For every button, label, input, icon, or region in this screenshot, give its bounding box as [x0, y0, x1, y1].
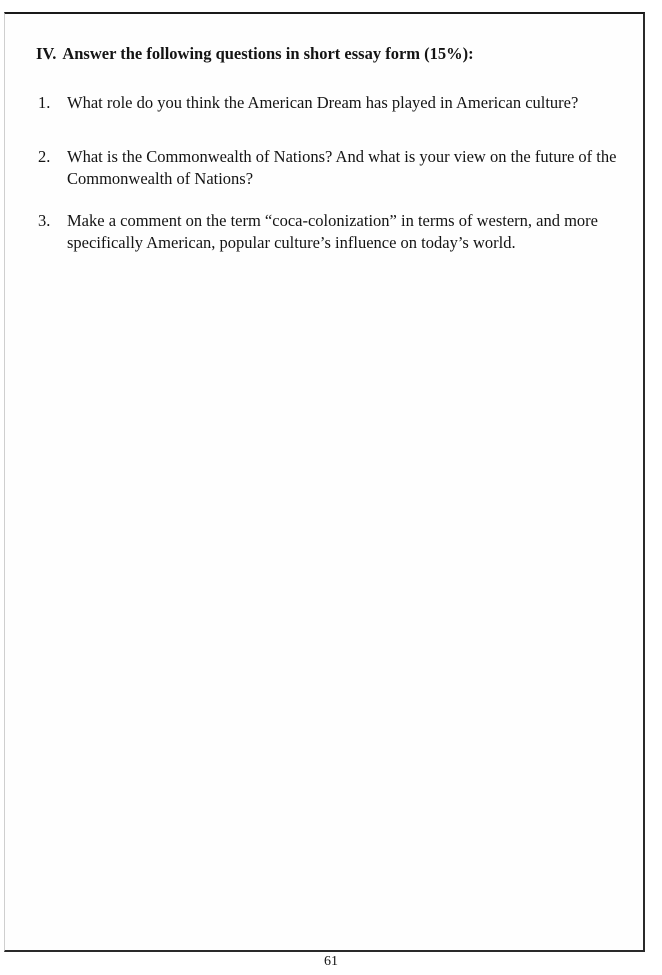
question-item	[38, 210, 628, 254]
question-text: Make a comment on the term “coca-colonization” in terms of western, and more specifically American, popular culture’s influence on today’s world.	[67, 211, 599, 252]
page-number: 61	[324, 954, 338, 969]
section-heading	[36, 44, 474, 64]
question-item	[38, 92, 628, 114]
question-number: 3.	[38, 211, 51, 230]
question-number: 1.	[38, 93, 51, 112]
section-heading-text: Answer the following questions in short essay form (15%):	[62, 44, 474, 63]
question-number: 2.	[38, 147, 51, 166]
question-text: What is the Commonwealth of Nations? And what is your view on the future of the Commonwealth of Nations?	[67, 147, 617, 188]
question-item	[38, 146, 628, 190]
section-numeral: IV.	[36, 44, 57, 63]
question-text: What role do you think the American Dream has played in American culture?	[67, 93, 579, 112]
